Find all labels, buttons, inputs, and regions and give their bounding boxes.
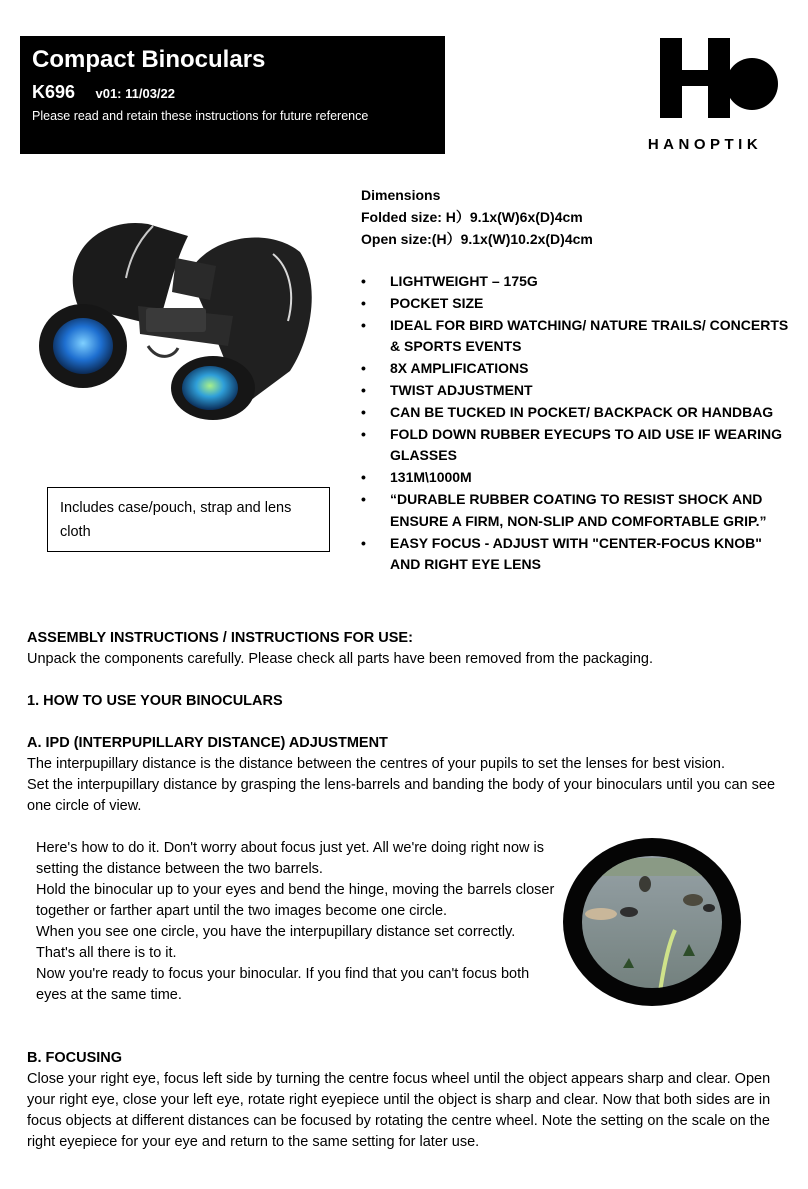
list-item: • FOLD DOWN RUBBER EYECUPS TO AID USE IF WEARING GLASSES bbox=[361, 424, 791, 468]
assembly-text: Unpack the components carefully. Please check all parts have been removed from the packaging. bbox=[27, 651, 653, 667]
ipd-step: Hold the binocular up to your eyes and bend the hinge, moving the barrels closer together or farther apart until the two images become one circle. bbox=[36, 882, 555, 919]
list-item: • TWIST ADJUSTMENT bbox=[361, 380, 791, 402]
open-size: Open size:(H）9.1x(W)10.2x(D)4cm bbox=[361, 231, 593, 247]
folded-size: Folded size: H）9.1x(W)6x(D)4cm bbox=[361, 209, 583, 225]
document-title: Compact Binoculars bbox=[32, 46, 266, 73]
list-item: • EASY FOCUS - ADJUST WITH "CENTER-FOCUS KNOB" AND RIGHT EYE LENS bbox=[361, 533, 791, 577]
assembly-section bbox=[27, 628, 797, 670]
focusing-section bbox=[27, 1048, 797, 1153]
logo-mark-icon bbox=[660, 38, 780, 118]
one-circle-view-photo bbox=[563, 838, 741, 1006]
brand-name: HANOPTIK bbox=[647, 136, 763, 153]
version-date: v01: 11/03/22 bbox=[95, 86, 176, 101]
list-item: • 8X AMPLIFICATIONS bbox=[361, 358, 791, 380]
how-to-use-heading: 1. HOW TO USE YOUR BINOCULARS bbox=[27, 693, 283, 709]
binoculars-photo bbox=[38, 196, 318, 420]
list-item: • 131M\1000M bbox=[361, 467, 791, 489]
feature-list bbox=[361, 271, 791, 576]
assembly-heading: ASSEMBLY INSTRUCTIONS / INSTRUCTIONS FOR USE: bbox=[27, 630, 413, 646]
list-item: • “DURABLE RUBBER COATING TO RESIST SHOCK AND ENSURE A FIRM, NON-SLIP AND COMFORTABLE GRIP.” bbox=[361, 489, 791, 533]
model-code: K696 bbox=[32, 82, 76, 102]
list-item: • POCKET SIZE bbox=[361, 293, 791, 315]
ipd-steps bbox=[36, 838, 556, 1006]
ipd-step: Here's how to do it. Don't worry about focus just yet. All we're doing right now is setting the distance between the two barrels. bbox=[36, 840, 544, 877]
title-banner bbox=[20, 36, 445, 154]
includes-note: Includes case/pouch, strap and lens cloth bbox=[47, 487, 330, 552]
list-item: • IDEAL FOR BIRD WATCHING/ NATURE TRAILS/ CONCERTS & SPORTS EVENTS bbox=[361, 315, 791, 359]
focusing-text: Close your right eye, focus left side by turning the centre focus wheel until the object appears sharp and clear. Open your right eye, close your left eye, rotate right eyepiece until the object is sharp and clear. Now that both sides are in focus objects at different distances can be focused by rotating the centre wheel. Note the setting on the scale on the right eyepiece for your eye and return to the same setting for later use. bbox=[27, 1071, 771, 1150]
ipd-step: Now you're ready to focus your binocular. If you find that you can't focus both eyes at the same time. bbox=[36, 966, 530, 1003]
model-line bbox=[32, 82, 433, 103]
ipd-paragraph-1: The interpupillary distance is the distance between the centres of your pupils to set the lenses for best vision. bbox=[27, 756, 725, 772]
brand-logo bbox=[630, 38, 780, 158]
ipd-paragraph-2: Set the interpupillary distance by grasping the lens-barrels and banding the body of your binoculars until you can see one circle of view. bbox=[27, 777, 776, 814]
focusing-heading: B. FOCUSING bbox=[27, 1050, 123, 1066]
list-item: • CAN BE TUCKED IN POCKET/ BACKPACK OR HANDBAG bbox=[361, 402, 791, 424]
ipd-section bbox=[27, 733, 797, 817]
ipd-step: When you see one circle, you have the interpupillary distance set correctly. That's all there is to it. bbox=[36, 924, 516, 961]
dimensions-block bbox=[361, 184, 593, 250]
ipd-heading: A. IPD (INTERPUPILLARY DISTANCE) ADJUSTMENT bbox=[27, 735, 388, 751]
dimensions-heading: Dimensions bbox=[361, 187, 441, 203]
retain-note: Please read and retain these instructions for future reference bbox=[32, 109, 369, 123]
list-item: • LIGHTWEIGHT – 175G bbox=[361, 271, 791, 293]
